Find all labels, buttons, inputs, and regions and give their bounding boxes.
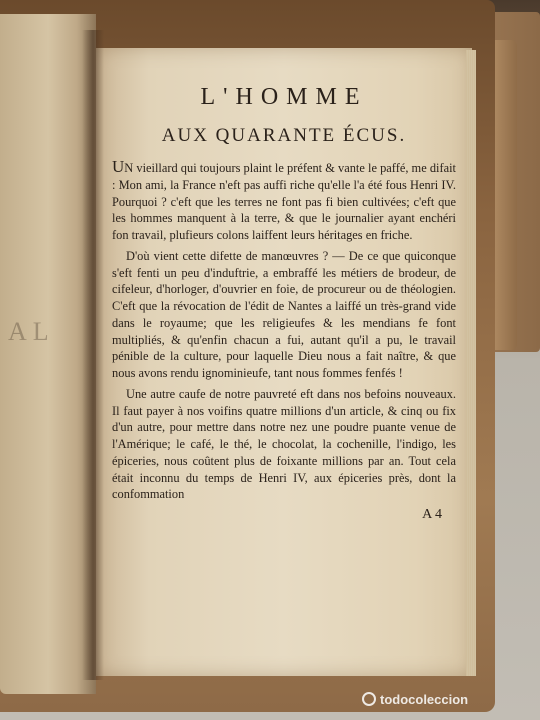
paragraph-2: D'où vient cette difette de manœuvres ? — De ce que quiconque s'eft fenti un peu d'induftrie, a embraffé les métiers de brodeur, de cifeleur, d'horloger, d'ouvrier en foie, de procureur ou de théologien. C'eft que la révocation de l'édit de Nantes a laiffé un très-grand vide dans le royaume; que les religieufes & les mendians fe font multipliés, & qu'enfin chacun a fui, autant qu'il a pu, le travail pénible de la culture, pour laquelle Dieu nous a fait naître, & que nous avons rendu ignominieufe, tant nous fommes fenfés !: [112, 248, 456, 380]
paragraph-1: [112, 159, 456, 244]
paragraph-3: Une autre caufe de notre pauvreté eft dans nos befoins nouveaux. Il faut payer à nos voifins quatre millions d'un article, & cinq ou fix d'un autre, pour mettre dans notre nez une poudre puante venue de l'Amérique; le café, le thé, le chocolat, la cochenille, l'indigo, les épiceries, nous coûtent plus de foixante millions par an. Tout cela était inconnu du temps de Henri IV, aux épiceries près, dont la confommation: [112, 386, 456, 502]
page-title-line-1: L'HOMME: [200, 84, 368, 110]
body-text: [112, 159, 456, 503]
left-page-fragment: AL: [8, 317, 55, 346]
signature-mark: A 4: [422, 507, 442, 522]
page-edge: [466, 50, 476, 676]
watermark: [362, 688, 532, 710]
circle-logo-icon: [362, 692, 376, 706]
watermark-text: todocoleccion: [380, 691, 469, 707]
page-text-block: [112, 84, 456, 523]
drop-cap: U: [112, 157, 125, 176]
paragraph-1-text: N vieillard qui toujours plaint le préfent & vante le paffé, me difait : Mon ami, la France n'eft pas auffi riche qu'elle l'a été fous Henri IV. Pourquoi ? c'eft que les terres ne font pas fi bien cultivées; c'eft que les hommes manquent à la terre, & que le journalier ayant enchéri fon travail, plufieurs colons laiffent leurs héritages en friche.: [112, 161, 456, 242]
book-gutter: [82, 30, 104, 680]
page-title-line-2: AUX QUARANTE ÉCUS.: [161, 125, 407, 146]
